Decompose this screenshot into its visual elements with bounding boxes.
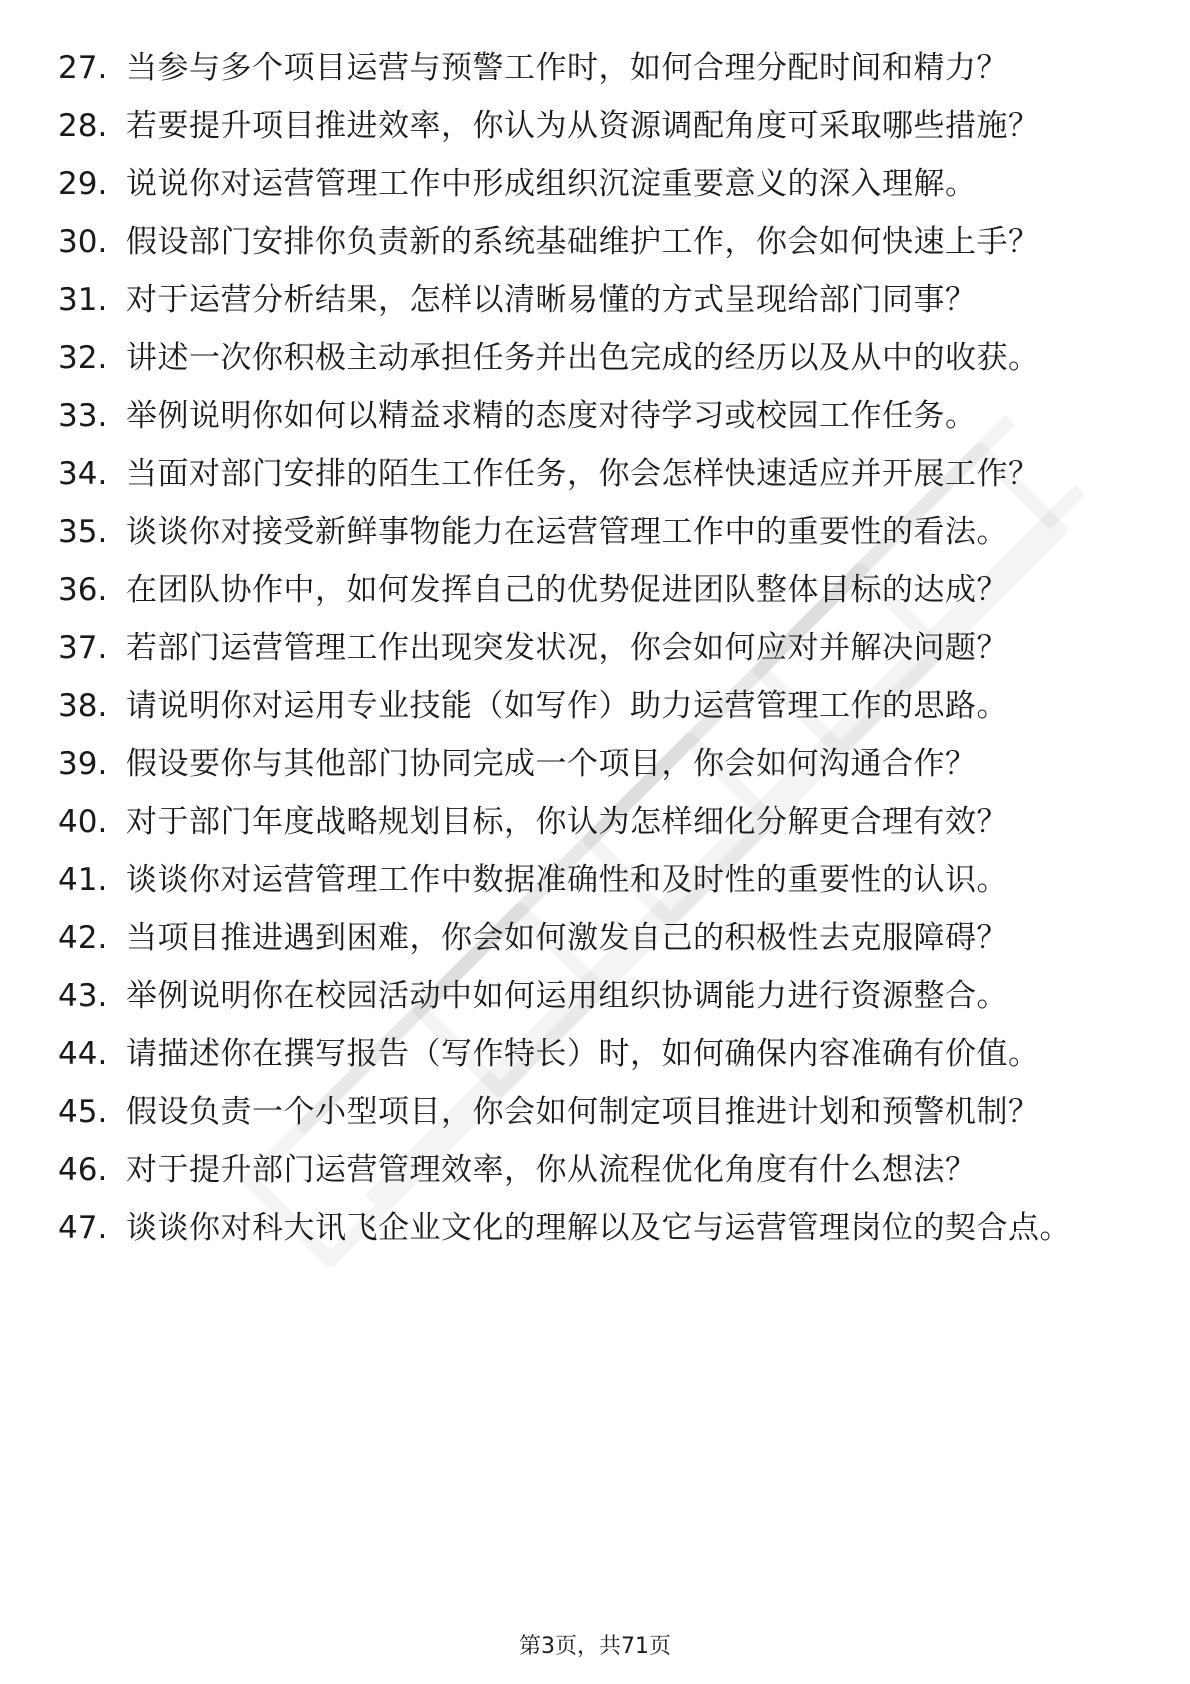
question-text: 对于运营分析结果，怎样以清晰易懂的方式呈现给部门同事？ [126, 282, 977, 318]
question-item [0, 106, 1190, 147]
question-text: 在团队协作中，如何发挥自己的优势促进团队整体目标的达成？ [126, 572, 1008, 608]
question-item [0, 1150, 1190, 1191]
question-text: 假设部门安排你负责新的系统基础维护工作，你会如何快速上手？ [126, 224, 1040, 260]
question-number: 33. [58, 398, 108, 434]
question-number: 36. [58, 572, 108, 608]
question-text: 说说你对运营管理工作中形成组织沉淀重要意义的深入理解。 [126, 166, 977, 202]
question-item [0, 222, 1190, 263]
question-text: 假设要你与其他部门协同完成一个项目，你会如何沟通合作？ [126, 746, 977, 782]
question-item [0, 280, 1190, 321]
question-text: 若要提升项目推进效率，你认为从资源调配角度可采取哪些措施？ [126, 108, 1040, 144]
question-number: 41. [58, 862, 108, 898]
question-item [0, 976, 1190, 1017]
question-item [0, 1092, 1190, 1133]
question-text: 若部门运营管理工作出现突发状况，你会如何应对并解决问题？ [126, 630, 1008, 666]
question-number: 43. [58, 978, 108, 1014]
question-number: 30. [58, 224, 108, 260]
question-item [0, 512, 1190, 553]
question-text: 请描述你在撰写报告（写作特长）时，如何确保内容准确有价值。 [126, 1036, 1040, 1072]
question-number: 39. [58, 746, 108, 782]
question-text: 谈谈你对接受新鲜事物能力在运营管理工作中的重要性的看法。 [126, 514, 1008, 550]
question-item [0, 744, 1190, 785]
question-item [0, 164, 1190, 205]
question-number: 40. [58, 804, 108, 840]
question-item [0, 628, 1190, 669]
question-number: 47. [58, 1210, 108, 1246]
question-item [0, 1208, 1190, 1249]
question-number: 35. [58, 514, 108, 550]
question-text: 对于提升部门运营管理效率，你从流程优化角度有什么想法？ [126, 1152, 977, 1188]
question-number: 27. [58, 50, 108, 86]
question-text: 当项目推进遇到困难，你会如何激发自己的积极性去克服障碍？ [126, 920, 1008, 956]
question-number: 29. [58, 166, 108, 202]
question-text: 讲述一次你积极主动承担任务并出色完成的经历以及从中的收获。 [126, 340, 1040, 376]
question-number: 32. [58, 340, 108, 376]
question-number: 34. [58, 456, 108, 492]
question-text: 当面对部门安排的陌生工作任务，你会怎样快速适应并开展工作？ [126, 456, 1040, 492]
question-item [0, 802, 1190, 843]
question-text: 举例说明你如何以精益求精的态度对待学习或校园工作任务。 [126, 398, 977, 434]
page-number: 第3页，共71页 [519, 1634, 671, 1659]
question-item [0, 396, 1190, 437]
question-number: 38. [58, 688, 108, 724]
question-number: 46. [58, 1152, 108, 1188]
question-item [0, 1034, 1190, 1075]
question-item [0, 860, 1190, 901]
question-text: 当参与多个项目运营与预警工作时，如何合理分配时间和精力？ [126, 50, 1008, 86]
question-number: 28. [58, 108, 108, 144]
question-text: 谈谈你对运营管理工作中数据准确性和及时性的重要性的认识。 [126, 862, 1008, 898]
question-text: 假设负责一个小型项目，你会如何制定项目推进计划和预警机制？ [126, 1094, 1040, 1130]
question-number: 31. [58, 282, 108, 318]
question-item [0, 48, 1190, 89]
question-text: 谈谈你对科大讯飞企业文化的理解以及它与运营管理岗位的契合点。 [126, 1210, 1071, 1246]
question-item [0, 338, 1190, 379]
question-text: 对于部门年度战略规划目标，你认为怎样细化分解更合理有效？ [126, 804, 1008, 840]
question-item [0, 918, 1190, 959]
question-text: 请说明你对运用专业技能（如写作）助力运营管理工作的思路。 [126, 688, 1008, 724]
question-number: 44. [58, 1036, 108, 1072]
question-number: 45. [58, 1094, 108, 1130]
question-item [0, 570, 1190, 611]
question-number: 42. [58, 920, 108, 956]
question-number: 37. [58, 630, 108, 666]
question-list [0, 48, 1190, 1266]
question-item [0, 454, 1190, 495]
question-text: 举例说明你在校园活动中如何运用组织协调能力进行资源整合。 [126, 978, 1008, 1014]
question-item [0, 686, 1190, 727]
